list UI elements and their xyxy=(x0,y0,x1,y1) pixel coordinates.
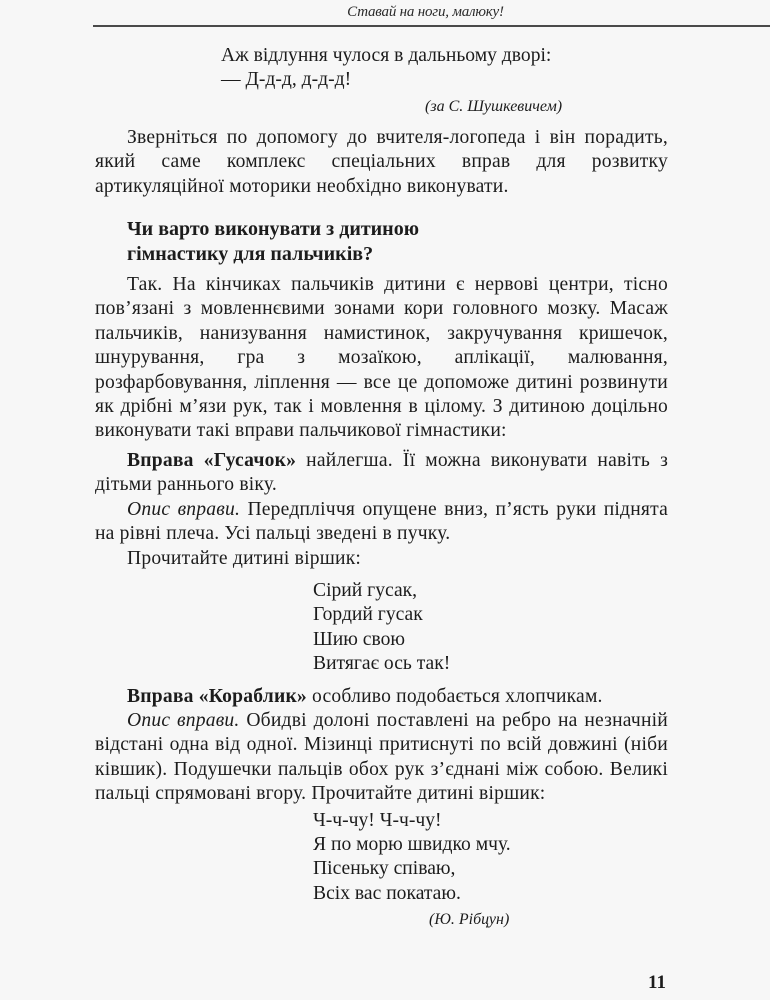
verse-line: Гордий гусак xyxy=(313,604,423,626)
exercise-verse xyxy=(95,579,668,677)
exercise-name: Вправа «Кораблик» xyxy=(127,685,307,707)
verse-line: — Д-д-д, д-д-д! xyxy=(221,69,352,91)
exercise-intro-text: особливо подобається хлопчикам. xyxy=(306,685,603,707)
running-head xyxy=(93,0,770,27)
exercise-verse xyxy=(95,809,668,907)
verse-line: Я по морю швидко мчу. xyxy=(313,833,511,855)
exercise-description xyxy=(95,709,668,807)
paragraph: Зверніться по допомогу до вчителя-логопеда і він порадить, який саме комплекс спеціальних вправ для розвитку артикуляційної моторики необхідно виконувати. xyxy=(95,126,668,197)
page-number: 11 xyxy=(648,972,666,993)
heading-line: гімнастику для пальчиків? xyxy=(127,243,374,266)
exercise-description xyxy=(95,498,668,547)
page-content xyxy=(95,44,668,931)
opening-verse xyxy=(95,44,668,93)
description-label: Опис вправи. xyxy=(127,498,241,520)
verse-line: Витягає ось так! xyxy=(313,653,451,675)
running-head-title: Ставай на ноги, малюку! xyxy=(347,4,504,20)
description-label: Опис вправи. xyxy=(127,709,240,731)
paragraph: Так. На кінчиках пальчиків дитини є нервові центри, тісно пов’язані з мовленнєвими зонами кори головного мозку. Масаж пальчиків, нанизування намистинок, закручування кришечок, шнурування, гра з мозаїкою, аплікації, малювання, розфарбовування, ліплення — все це допоможе дитині розвинути як дрібні м’язи рук, так і мовлення в цілому. З дитиною доцільно виконувати такі вправи пальчикової гімнастики: xyxy=(95,274,668,442)
exercise-intro-text: найлегша. Її можна виконувати навіть з дітьми раннього віку. xyxy=(95,449,669,496)
description-text: Обидві долоні поставлені на ребро на незначній відстані одна від одної. Мізинці притиснуті по всій довжині (ніби ківшик). Подушечки пальців обох рук з’єднані між собою. Великі пальці спрямовані вгору. Прочитайте дитині віршик: xyxy=(95,709,668,805)
citation: (за С. Шушкевичем) xyxy=(425,97,563,115)
heading-line: Чи варто виконувати з дитиною xyxy=(127,218,419,241)
description-text: Передпліччя опущене вниз, п’ясть руки піднята на рівні плеча. Усі пальці зведені в пучку. xyxy=(95,498,668,545)
exercise-intro xyxy=(95,449,668,498)
exercise-intro xyxy=(95,685,668,709)
citation: (Ю. Рібцун) xyxy=(429,911,510,929)
verse-line: Ч-ч-чу! Ч-ч-чу! xyxy=(313,809,442,831)
verse-line: Пісеньку співаю, xyxy=(313,858,456,880)
verse-line: Шию свою xyxy=(313,628,406,650)
read-prompt: Прочитайте дитині віршик: xyxy=(127,547,362,569)
exercise-name: Вправа «Гусачок» xyxy=(127,449,297,471)
verse-line: Всіх вас покатаю. xyxy=(313,882,461,904)
verse-line: Сірий гусак, xyxy=(313,579,418,601)
section-heading xyxy=(95,217,668,267)
verse-line: Аж відлуння чулося в дальньому дворі: xyxy=(221,45,552,66)
